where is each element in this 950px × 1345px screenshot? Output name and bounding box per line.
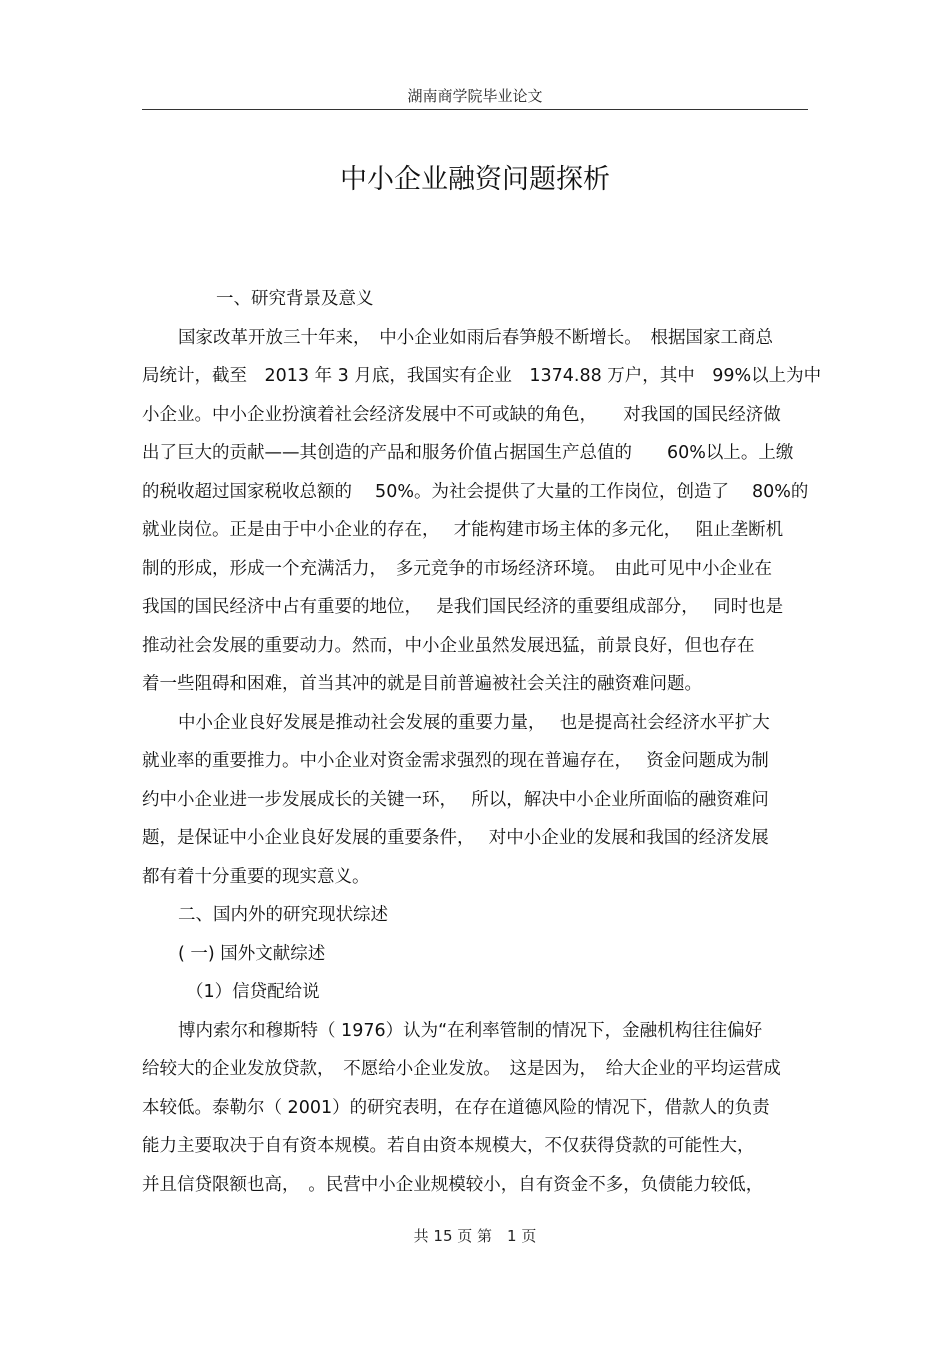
subsection-heading: ( 一) 国外文献综述 [178, 943, 326, 964]
paragraph-line: 出了巨大的贡献——其创造的产品和服务价值占据国生产总值的 60%以上。上缴 [142, 443, 794, 463]
paragraph-line: 并且信贷限额也高， 。民营中小企业规模较小，自有资金不多，负债能力较低， [142, 1174, 764, 1195]
paragraph-line: 我国的国民经济中占有重要的地位， 是我们国民经济的重要组成部分， 同时也是 [142, 597, 784, 617]
paragraph-line: 就业率的重要推力。中小企业对资金需求强烈的现在普遍存在， 资金问题成为制 [142, 751, 769, 771]
paragraph-line: 本较低。泰勒尔（ 2001）的研究表明，在存在道德风险的情况下，借款人的负责 [142, 1097, 770, 1118]
page-footer: 共 15 页 第 1 页 [413, 1227, 537, 1245]
paragraph-line: 都有着十分重要的现实意义。 [142, 866, 370, 887]
paragraph-line: 小企业。中小企业扮演着社会经济发展中不可或缺的角色， 对我国的国民经济做 [142, 404, 781, 425]
paragraph-line: 博内索尔和穆斯特（ 1976）认为“在利率管制的情况下，金融机构往往偏好 [178, 1020, 763, 1041]
body-text [142, 280, 822, 1204]
paper-title: 中小企业融资问题探析 [340, 164, 610, 195]
paragraph-line: 推动社会发展的重要动力。然而，中小企业虽然发展迅猛，前景良好，但也存在 [142, 635, 755, 656]
paragraph-line: 国家改革开放三十年来， 中小企业如雨后春笋般不断增长。 根据国家工商总 [178, 327, 773, 348]
subsubsection-heading: （1）信贷配给说 [186, 982, 320, 1002]
paragraph-line: 题，是保证中小企业良好发展的重要条件， 对中小企业的发展和我国的经济发展 [142, 828, 769, 848]
paragraph-line: 的税收超过国家税收总额的 50%。为社会提供了大量的工作岗位，创造了 80%的 [142, 481, 809, 502]
paragraph-line: 制的形成，形成一个充满活力， 多元竞争的市场经济环境。 由此可见中小企业在 [142, 558, 772, 579]
section-heading-1: 一、研究背景及意义 [216, 289, 374, 309]
paragraph-line: 局统计，截至 2013 年 3 月底，我国实有企业 1374.88 万户，其中 99%以上为中 [142, 366, 822, 386]
section-heading-2: 二、国内外的研究现状综述 [178, 905, 388, 925]
paragraph-line: 能力主要取决于自有资本规模。若自由资本规模大，不仅获得贷款的可能性大， [142, 1136, 755, 1156]
page-header: 湖南商学院毕业论文 [407, 87, 543, 105]
paragraph-line: 约中小企业进一步发展成长的关键一环， 所以，解决中小企业所面临的融资难问 [142, 789, 769, 810]
paragraph-line: 就业岗位。正是由于中小企业的存在， 才能构建市场主体的多元化， 阻止垄断机 [142, 520, 784, 540]
paragraph-line: 中小企业良好发展是推动社会发展的重要力量， 也是提高社会经济水平扩大 [178, 712, 770, 733]
header-divider [142, 109, 808, 110]
paragraph-line: 着一些阻碍和困难，首当其冲的就是目前普遍被社会关注的融资难问题。 [142, 674, 702, 694]
paragraph-line: 给较大的企业发放贷款， 不愿给小企业发放。 这是因为， 给大企业的平均运营成 [142, 1059, 781, 1079]
